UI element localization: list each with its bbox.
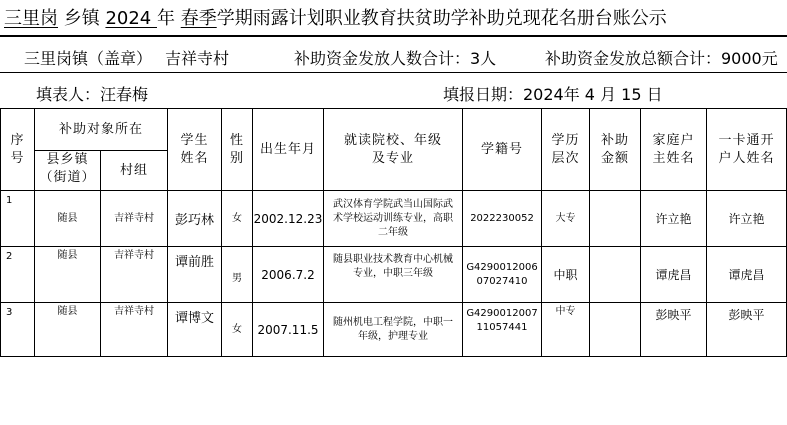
header-town: 县乡镇（街道）	[39, 152, 96, 185]
unit-label: 三里岗镇（盖章）	[24, 49, 153, 68]
header-amount: 补助金额	[600, 132, 629, 166]
header-gender: 性别	[229, 132, 244, 166]
header-seq: 序号	[10, 132, 25, 166]
row1-school: 武汉体育学院武当山国际武术学校运动训练专业，高职二年级	[333, 198, 453, 238]
filler-label: 填表人：汪春梅	[36, 85, 149, 104]
row1-seq: 1	[6, 195, 13, 206]
village-label: 吉祥寺村	[165, 49, 230, 68]
row2-name: 谭前胜	[174, 254, 214, 270]
page-title	[4, 4, 667, 30]
row1-village: 吉祥寺村	[114, 212, 154, 224]
title-year: 2024	[105, 8, 157, 29]
row2-county: 随县	[57, 250, 78, 261]
row2-head: 谭虎昌	[655, 268, 692, 282]
date-label: 填报日期：2024年 4 月 15 日	[443, 85, 663, 104]
title-rest: 学期雨露计划职业教育扶贫助学补助兑现花名册台账公示	[216, 8, 667, 29]
row3-student-id: G429001200711057441	[466, 308, 538, 333]
row1-head: 许立艳	[655, 212, 692, 226]
row2-birth: 2006.7.2	[261, 267, 315, 282]
title-year-suffix: 年	[156, 8, 181, 29]
row3-name: 谭博文	[174, 310, 214, 326]
header-location-group: 补助对象所在	[58, 121, 143, 137]
row1-birth: 2002.12.23	[253, 211, 323, 226]
row3-head: 彭映平	[655, 307, 692, 322]
header-student-id: 学籍号	[480, 141, 523, 157]
row3-school: 随州机电工程学院，中职一年级，护理专业	[333, 316, 453, 342]
row1-card-holder: 许立艳	[728, 212, 765, 226]
header-school: 就读院校、年级及专业	[343, 132, 442, 166]
row2-student-id: G429001200607027410	[466, 261, 538, 287]
row2-education: 中职	[553, 268, 578, 282]
row3-seq: 3	[6, 307, 13, 318]
count-label: 补助资金发放人数合计：3人	[294, 49, 497, 68]
rule-row3	[0, 356, 787, 357]
row1-gender: 女	[232, 212, 242, 224]
row3-birth: 2007.11.5	[257, 322, 319, 337]
header-card-holder: 一卡通开户人姓名	[718, 132, 775, 166]
rule-info	[0, 72, 787, 73]
row3-gender: 女	[232, 323, 242, 335]
header-student-name: 学生姓名	[180, 132, 209, 166]
total-label: 补助资金发放总额合计：9000元	[545, 49, 778, 68]
header-head: 家庭户主姓名	[652, 132, 695, 166]
title-season: 春季	[180, 8, 217, 29]
row2-card-holder: 谭虎昌	[728, 268, 765, 282]
row2-gender: 男	[232, 272, 242, 284]
header-birth: 出生年月	[259, 141, 316, 157]
rule-top-title-2	[0, 36, 787, 37]
row3-amount	[590, 303, 640, 356]
row1-student-id: 2022230052	[470, 212, 534, 224]
row3-village: 吉祥寺村	[114, 306, 154, 317]
row1-education: 大专	[555, 212, 576, 224]
row3-county: 随县	[57, 306, 78, 317]
row3-card-holder: 彭映平	[728, 307, 765, 322]
row2-seq: 2	[6, 251, 13, 262]
header-village: 村组	[119, 162, 148, 178]
row1-name: 彭巧林	[174, 213, 214, 228]
title-town-suffix: 乡镇	[58, 8, 106, 29]
header-education: 学历层次	[551, 132, 580, 166]
title-town: 三里岗	[4, 8, 58, 29]
row2-school: 随县职业技术教育中心机械专业，中职三年级	[333, 254, 453, 279]
row2-village: 吉祥寺村	[114, 250, 154, 261]
row2-amount	[590, 247, 640, 302]
row3-education: 中专	[555, 306, 576, 317]
row1-amount	[590, 191, 640, 246]
row1-county: 随县	[57, 212, 78, 224]
